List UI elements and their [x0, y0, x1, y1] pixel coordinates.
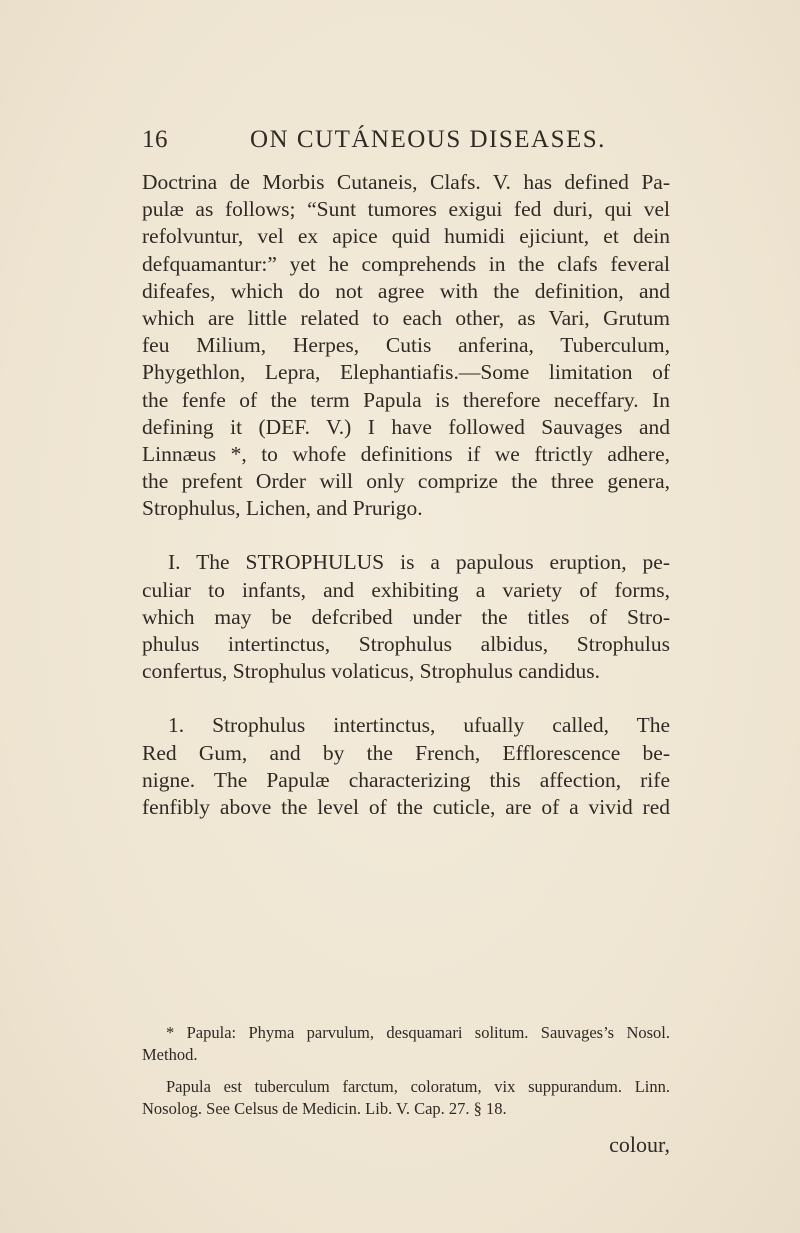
text-line: confertus, Strophulus volaticus, Strophulus candidus. — [142, 659, 601, 684]
running-head: ON CUTÁNEOUS DISEASES. — [250, 126, 606, 153]
text-line: pulæ as follows; “Sunt tumores exigui fed duri, qui vel — [142, 197, 670, 222]
catchword: colour, — [609, 1132, 670, 1157]
body-text — [142, 169, 670, 821]
footnote-line: Method. — [142, 1045, 198, 1064]
text-line: Red Gum, and by the French, Efflorescence be- — [142, 740, 670, 765]
text-line: difeafes, which do not agree with the definition, and — [142, 278, 670, 303]
footnote-line: Nosolog. See Celsus de Medicin. Lib. V. Cap. 27. § 18. — [142, 1099, 507, 1118]
text-line: Strophulus, Lichen, and Prurigo. — [142, 496, 423, 521]
text-line: Linnæus *, to whofe definitions if we ftrictly adhere, — [142, 441, 670, 466]
text-line: Phygethlon, Lepra, Elephantiafis.—Some limitation of — [142, 360, 670, 385]
footnote-linnaeus — [142, 1076, 670, 1120]
text-line: defquamantur:” yet he comprehends in the clafs feveral — [142, 251, 670, 276]
text-line: which may be defcribed under the titles of Stro- — [142, 604, 670, 629]
page-number: 16 — [142, 126, 168, 153]
footnote-sauvages — [142, 1022, 670, 1066]
text-line: phulus intertinctus, Strophulus albidus, Strophulus — [142, 632, 670, 656]
text-line: fenfibly above the level of the cuticle, are of a vivid red — [142, 794, 670, 819]
text-line: I. The STROPHULUS is a papulous eruption, pe- — [168, 550, 670, 575]
text-line: defining it (DEF. V.) I have followed Sauvages and — [142, 414, 670, 439]
text-line: refolvuntur, vel ex apice quid humidi ejiciunt, et dein — [142, 224, 670, 249]
paragraph-strophulus — [142, 549, 670, 685]
paragraph-strophulus-intertinctus — [142, 712, 670, 821]
text-line: culiar to infants, and exhibiting a variety of forms, — [142, 577, 670, 602]
text-line: Doctrina de Morbis Cutaneis, Clafs. V. has defined Pa- — [142, 170, 670, 194]
text-line: feu Milium, Herpes, Cutis anferina, Tuberculum, — [142, 333, 670, 358]
text-line: the prefent Order will only comprize the three genera, — [142, 469, 670, 494]
footnote-line: * Papula: Phyma parvulum, desquamari solitum. Sauvages’s Nosol. — [166, 1023, 670, 1042]
footnotes — [142, 1022, 670, 1120]
footnote-line: Papula est tuberculum farctum, coloratum, vix suppurandum. Linn. — [166, 1077, 670, 1096]
page-header — [142, 126, 682, 166]
text-line: 1. Strophulus intertinctus, ufually called, The — [168, 713, 670, 738]
text-line: nigne. The Papulæ characterizing this affection, rife — [142, 767, 670, 792]
text-line: the fenfe of the term Papula is therefore neceffary. In — [142, 387, 670, 412]
text-line: which are little related to each other, as Vari, Grutum — [142, 305, 670, 330]
paragraph-papula-definition — [142, 169, 670, 522]
